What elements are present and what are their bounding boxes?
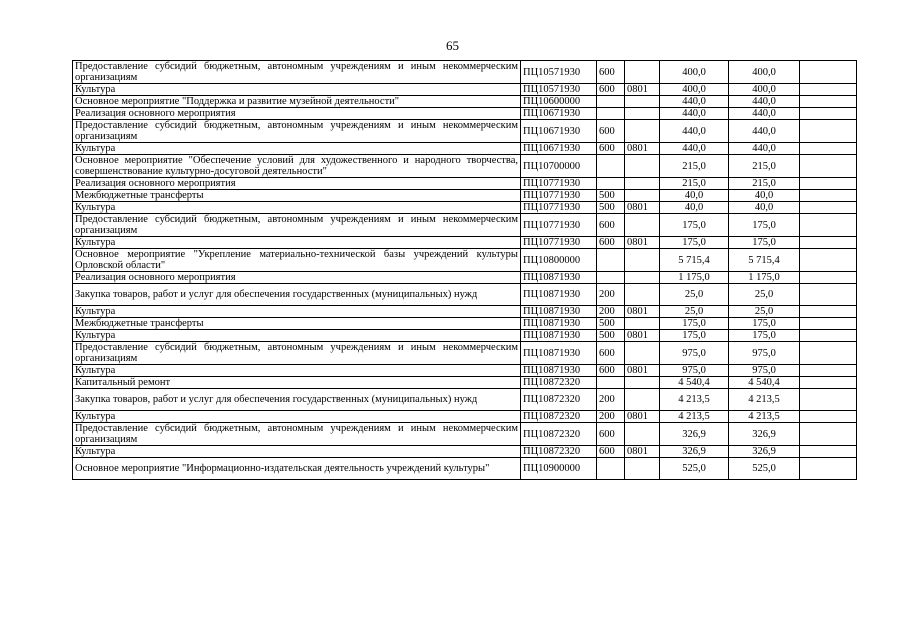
row-extra-cell [800,306,857,318]
row-extra-cell [800,108,857,120]
row-code-cell: ПЦ10871930 [521,330,597,342]
row-extra-cell [800,318,857,330]
row-name-cell: Межбюджетные трансферты [73,318,521,330]
row-amount-cell: 400,0 [660,61,729,84]
row-amount-cell: 525,0 [660,458,729,480]
row-amount-cell: 326,9 [660,446,729,458]
table-row [73,284,857,306]
row-code-cell: ПЦ10871930 [521,365,597,377]
row-code-cell: ПЦ10771930 [521,202,597,214]
row-amount-executed-cell: 440,0 [729,96,800,108]
row-code-cell: ПЦ10671930 [521,120,597,143]
row-section-cell: 0801 [625,202,660,214]
row-amount-cell: 215,0 [660,178,729,190]
row-extra-cell [800,389,857,411]
row-name-cell: Культура [73,143,521,155]
row-amount-executed-cell: 326,9 [729,446,800,458]
row-amount-cell: 4 213,5 [660,411,729,423]
row-amount-executed-cell: 25,0 [729,306,800,318]
row-expense-type-cell [597,377,625,389]
row-amount-executed-cell: 975,0 [729,342,800,365]
budget-table [72,60,857,480]
row-name-cell: Культура [73,365,521,377]
row-section-cell [625,178,660,190]
table-row [73,342,857,365]
table-row [73,214,857,237]
row-code-cell: ПЦ10871930 [521,318,597,330]
row-section-cell: 0801 [625,237,660,249]
row-amount-executed-cell: 175,0 [729,318,800,330]
row-amount-cell: 215,0 [660,155,729,178]
row-code-cell: ПЦ10872320 [521,446,597,458]
row-code-cell: ПЦ10671930 [521,143,597,155]
row-expense-type-cell [597,458,625,480]
row-amount-cell: 175,0 [660,214,729,237]
table-row [73,365,857,377]
row-expense-type-cell: 200 [597,306,625,318]
row-extra-cell [800,272,857,284]
table-row [73,237,857,249]
row-name-cell: Культура [73,237,521,249]
row-amount-cell: 1 175,0 [660,272,729,284]
row-extra-cell [800,61,857,84]
table-row [73,423,857,446]
row-code-cell: ПЦ10771930 [521,237,597,249]
row-name-cell: Культура [73,84,521,96]
row-code-cell: ПЦ10771930 [521,178,597,190]
row-extra-cell [800,96,857,108]
row-amount-executed-cell: 4 213,5 [729,389,800,411]
row-section-cell [625,155,660,178]
row-name-cell: Основное мероприятие "Информационно-издательская деятельность учреждений культуры" [73,458,521,480]
row-extra-cell [800,84,857,96]
row-code-cell: ПЦ10671930 [521,108,597,120]
row-section-cell [625,190,660,202]
table-row [73,318,857,330]
row-expense-type-cell: 200 [597,411,625,423]
row-code-cell: ПЦ10871930 [521,306,597,318]
row-amount-executed-cell: 326,9 [729,423,800,446]
table-row [73,306,857,318]
row-amount-executed-cell: 215,0 [729,178,800,190]
row-amount-cell: 4 213,5 [660,389,729,411]
row-name-cell: Культура [73,446,521,458]
row-section-cell [625,214,660,237]
table-row [73,84,857,96]
row-amount-cell: 40,0 [660,190,729,202]
row-section-cell [625,458,660,480]
table-row [73,143,857,155]
row-expense-type-cell: 500 [597,330,625,342]
row-amount-executed-cell: 175,0 [729,237,800,249]
row-expense-type-cell: 600 [597,237,625,249]
row-amount-executed-cell: 4 213,5 [729,411,800,423]
table-row [73,120,857,143]
row-code-cell: ПЦ10872320 [521,411,597,423]
row-expense-type-cell: 500 [597,190,625,202]
row-amount-cell: 25,0 [660,306,729,318]
row-extra-cell [800,178,857,190]
row-extra-cell [800,377,857,389]
table-row [73,458,857,480]
row-amount-cell: 40,0 [660,202,729,214]
row-amount-cell: 326,9 [660,423,729,446]
row-extra-cell [800,411,857,423]
row-code-cell: ПЦ10872320 [521,423,597,446]
row-section-cell [625,96,660,108]
row-name-cell: Закупка товаров, работ и услуг для обеспечения государственных (муниципальных) нужд [73,284,521,306]
table-row [73,96,857,108]
row-amount-cell: 440,0 [660,143,729,155]
row-amount-executed-cell: 440,0 [729,143,800,155]
row-name-cell: Реализация основного мероприятия [73,178,521,190]
row-extra-cell [800,190,857,202]
row-extra-cell [800,120,857,143]
row-extra-cell [800,342,857,365]
row-expense-type-cell: 600 [597,423,625,446]
row-name-cell: Реализация основного мероприятия [73,108,521,120]
table-row [73,108,857,120]
row-amount-cell: 975,0 [660,342,729,365]
row-section-cell: 0801 [625,84,660,96]
row-amount-executed-cell: 975,0 [729,365,800,377]
row-amount-executed-cell: 525,0 [729,458,800,480]
row-code-cell: ПЦ10871930 [521,342,597,365]
page-number: 65 [446,38,459,53]
table-row [73,272,857,284]
row-code-cell: ПЦ10872320 [521,377,597,389]
row-code-cell: ПЦ10700000 [521,155,597,178]
row-section-cell: 0801 [625,306,660,318]
row-section-cell [625,108,660,120]
row-name-cell: Капитальный ремонт [73,377,521,389]
row-name-cell: Предоставление субсидий бюджетным, автономным учреждениям и иным некоммерческим организациям [73,423,521,446]
row-amount-executed-cell: 5 715,4 [729,249,800,272]
row-extra-cell [800,214,857,237]
row-amount-executed-cell: 1 175,0 [729,272,800,284]
row-amount-executed-cell: 440,0 [729,108,800,120]
row-amount-cell: 400,0 [660,84,729,96]
row-extra-cell [800,202,857,214]
row-code-cell: ПЦ10871930 [521,284,597,306]
budget-table-body [73,61,857,480]
row-expense-type-cell [597,272,625,284]
row-expense-type-cell [597,96,625,108]
row-section-cell [625,284,660,306]
row-name-cell: Культура [73,306,521,318]
row-amount-executed-cell: 175,0 [729,214,800,237]
row-code-cell: ПЦ10771930 [521,190,597,202]
table-row [73,190,857,202]
row-extra-cell [800,365,857,377]
row-extra-cell [800,330,857,342]
row-expense-type-cell [597,178,625,190]
row-expense-type-cell: 600 [597,342,625,365]
row-amount-cell: 25,0 [660,284,729,306]
row-amount-executed-cell: 4 540,4 [729,377,800,389]
row-section-cell [625,249,660,272]
row-name-cell: Межбюджетные трансферты [73,190,521,202]
row-amount-executed-cell: 440,0 [729,120,800,143]
row-expense-type-cell: 200 [597,389,625,411]
table-row [73,178,857,190]
row-code-cell: ПЦ10571930 [521,61,597,84]
row-code-cell: ПЦ10571930 [521,84,597,96]
row-expense-type-cell [597,155,625,178]
row-amount-cell: 4 540,4 [660,377,729,389]
row-name-cell: Предоставление субсидий бюджетным, автономным учреждениям и иным некоммерческим организациям [73,342,521,365]
row-section-cell [625,61,660,84]
row-section-cell [625,342,660,365]
row-expense-type-cell: 600 [597,143,625,155]
table-row [73,446,857,458]
row-expense-type-cell: 500 [597,202,625,214]
table-row [73,411,857,423]
row-amount-executed-cell: 40,0 [729,190,800,202]
row-code-cell: ПЦ10871930 [521,272,597,284]
row-extra-cell [800,143,857,155]
row-amount-executed-cell: 175,0 [729,330,800,342]
row-extra-cell [800,284,857,306]
row-section-cell [625,120,660,143]
row-expense-type-cell: 600 [597,446,625,458]
row-name-cell: Основное мероприятие "Поддержка и развитие музейной деятельности" [73,96,521,108]
row-amount-cell: 440,0 [660,120,729,143]
row-name-cell: Реализация основного мероприятия [73,272,521,284]
row-name-cell: Культура [73,411,521,423]
row-amount-executed-cell: 400,0 [729,84,800,96]
row-extra-cell [800,249,857,272]
table-row [73,389,857,411]
row-amount-cell: 5 715,4 [660,249,729,272]
row-expense-type-cell: 200 [597,284,625,306]
row-name-cell: Закупка товаров, работ и услуг для обеспечения государственных (муниципальных) нужд [73,389,521,411]
table-row [73,202,857,214]
row-section-cell: 0801 [625,143,660,155]
row-extra-cell [800,237,857,249]
row-section-cell [625,377,660,389]
row-name-cell: Основное мероприятие "Обеспечение условий для художественного и народного творчества, совершенствование культурно-досуговой деятельности" [73,155,521,178]
row-expense-type-cell [597,249,625,272]
row-code-cell: ПЦ10900000 [521,458,597,480]
row-expense-type-cell: 600 [597,120,625,143]
row-amount-executed-cell: 215,0 [729,155,800,178]
row-amount-cell: 975,0 [660,365,729,377]
row-amount-cell: 440,0 [660,108,729,120]
row-amount-executed-cell: 40,0 [729,202,800,214]
row-name-cell: Культура [73,330,521,342]
row-section-cell [625,389,660,411]
row-code-cell: ПЦ10872320 [521,389,597,411]
row-expense-type-cell: 600 [597,61,625,84]
row-amount-cell: 175,0 [660,330,729,342]
row-extra-cell [800,458,857,480]
row-section-cell: 0801 [625,365,660,377]
row-amount-executed-cell: 25,0 [729,284,800,306]
row-extra-cell [800,155,857,178]
row-expense-type-cell: 600 [597,365,625,377]
row-name-cell: Предоставление субсидий бюджетным, автономным учреждениям и иным некоммерческим организациям [73,120,521,143]
row-expense-type-cell: 600 [597,214,625,237]
table-row [73,249,857,272]
row-name-cell: Культура [73,202,521,214]
row-extra-cell [800,423,857,446]
row-extra-cell [800,446,857,458]
row-amount-cell: 175,0 [660,318,729,330]
row-amount-cell: 440,0 [660,96,729,108]
table-row [73,330,857,342]
row-amount-cell: 175,0 [660,237,729,249]
row-code-cell: ПЦ10771930 [521,214,597,237]
row-expense-type-cell: 500 [597,318,625,330]
row-code-cell: ПЦ10600000 [521,96,597,108]
table-row [73,61,857,84]
row-name-cell: Предоставление субсидий бюджетным, автономным учреждениям и иным некоммерческим организациям [73,61,521,84]
row-code-cell: ПЦ10800000 [521,249,597,272]
row-section-cell: 0801 [625,446,660,458]
row-name-cell: Основное мероприятие "Укрепление материально-технической базы учреждений культуры Орловской области" [73,249,521,272]
row-section-cell [625,272,660,284]
row-amount-executed-cell: 400,0 [729,61,800,84]
row-name-cell: Предоставление субсидий бюджетным, автономным учреждениям и иным некоммерческим организациям [73,214,521,237]
row-section-cell [625,423,660,446]
row-expense-type-cell [597,108,625,120]
row-section-cell: 0801 [625,330,660,342]
row-expense-type-cell: 600 [597,84,625,96]
row-section-cell: 0801 [625,411,660,423]
table-row [73,155,857,178]
table-row [73,377,857,389]
row-section-cell [625,318,660,330]
